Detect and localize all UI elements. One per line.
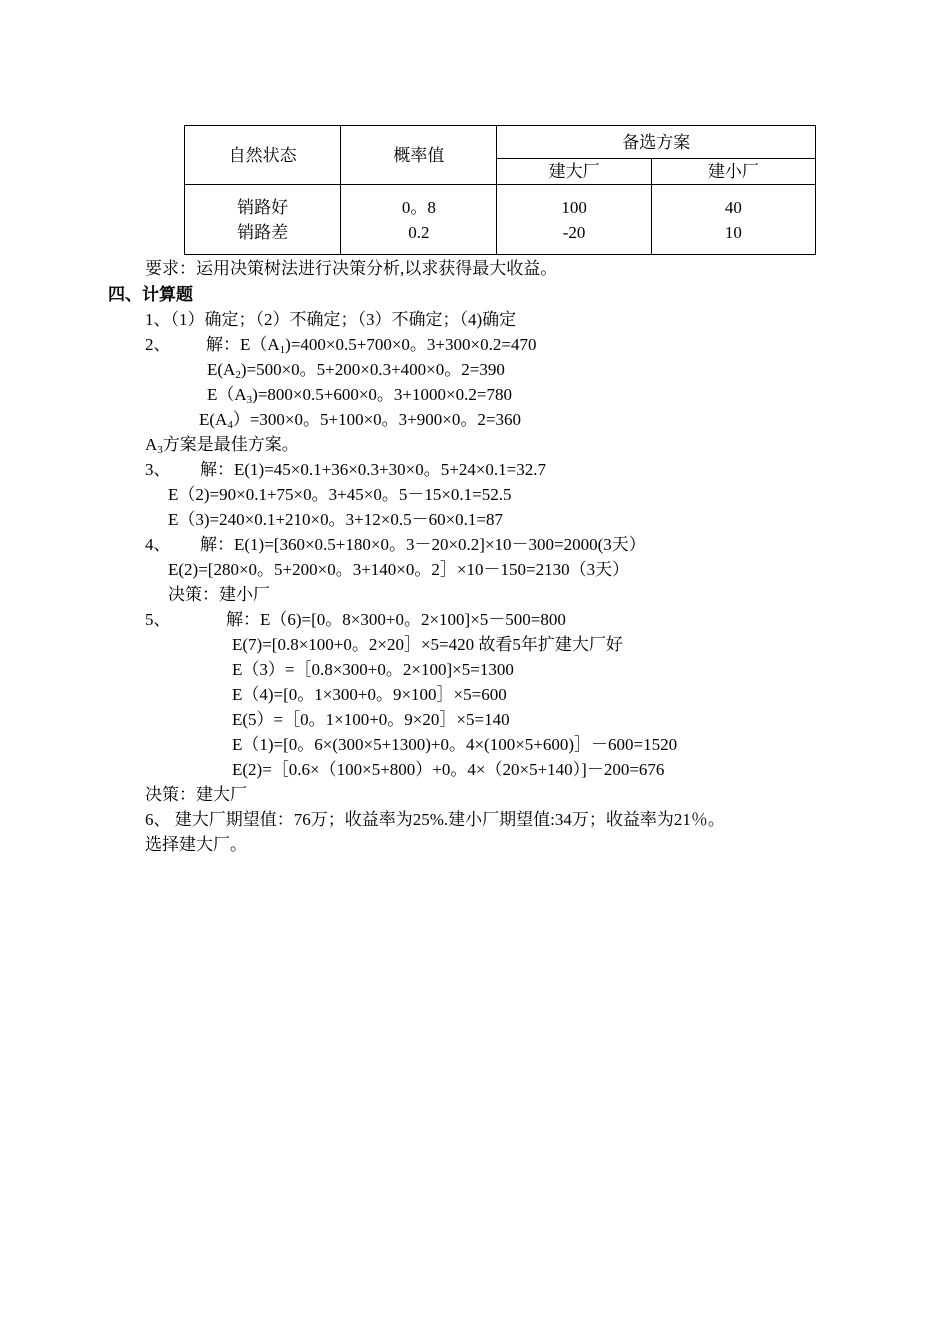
q4-line-1: 解：E(1)=[360×0.5+180×0。3－20×0.2]×10－300=2000(3天） [200, 535, 646, 554]
header-state: 自然状态 [185, 126, 341, 185]
q6-line-2: 选择建大厂。 [145, 835, 247, 854]
cell-big [497, 185, 651, 255]
header-big-factory: 建大厂 [497, 159, 651, 185]
q5-line-1: 解：E（6)=[0。8×300+0。2×100]×5－500=800 [226, 610, 566, 629]
q6-line-1: 6、 建大厂期望值：76万；收益率为25%.建小厂期望值:34万；收益率为21％。 [145, 810, 725, 829]
small-bad: 10 [724, 222, 742, 242]
q3-number: 3、 [145, 460, 171, 479]
q2-line-4: $E(A_4)=300\times 0$。5+100×0。3+900×0。2=360 [199, 410, 521, 431]
q2-line-1: 解：$E(A_1)=400\times 0.5+700\times 0$。3+300×0.2=470 [206, 335, 537, 356]
q2-conclusion: $A_3$方案是最佳方案。 [145, 435, 299, 456]
prob-good: 0。8 [401, 197, 436, 217]
header-small-factory: 建小厂 [651, 159, 815, 185]
q4-line-2: E(2)=[280×0。5+200×0。3+140×0。2］×10－150=2130（3天） [168, 560, 630, 579]
q5-decision: 决策：建大厂 [145, 785, 247, 804]
q1-line: 1、（1）确定；（2）不确定；（3）不确定；（4)确定 [145, 310, 517, 329]
cell-states [185, 185, 341, 255]
q5-line-2: E(7)=[0.8×100+0。2×20］×5=420 故看5年扩建大厂好 [232, 635, 623, 654]
q3-line-1: 解：E(1)=45×0.1+36×0.3+30×0。5+24×0.1=32.7 [200, 460, 546, 479]
q2-line-3: $E(A_3)=800\times 0.5+600\times 0$。3+1000×0.2=780 [207, 385, 512, 406]
q3-line-3: E（3)=240×0.1+210×0。3+12×0.5－60×0.1=87 [168, 510, 503, 529]
q5-line-4: E（4)=[0。1×300+0。9×100］×5=600 [232, 685, 507, 704]
q5-line-3: E（3）=［0.8×300+0。2×100]×5=1300 [232, 660, 514, 679]
prob-bad: 0.2 [408, 222, 430, 242]
small-good: 40 [724, 197, 742, 217]
header-prob: 概率值 [341, 126, 497, 185]
q4-decision: 决策：建小厂 [168, 585, 270, 604]
cell-small [651, 185, 815, 255]
decision-table [184, 125, 816, 255]
big-bad: -20 [562, 222, 586, 242]
q2-number: 2、 [145, 335, 171, 354]
requirement-text: 要求：运用决策树法进行决策分析,以求获得最大收益。 [145, 259, 558, 278]
section-title: 四、计算题 [108, 285, 193, 304]
q5-line-5: E(5）=［0。1×100+0。9×20］×5=140 [232, 710, 510, 729]
q4-number: 4、 [145, 535, 171, 554]
state-good: 销路好 [237, 197, 289, 217]
q5-number: 5、 [145, 610, 171, 629]
big-good: 100 [561, 197, 587, 217]
header-options: 备选方案 [497, 126, 816, 159]
q2-line-2: $E(A_2)=500\times 0$。5+200×0.3+400×0。2=390 [207, 360, 505, 381]
q3-line-2: E（2)=90×0.1+75×0。3+45×0。5－15×0.1=52.5 [168, 485, 512, 504]
q5-line-7: E(2)=［0.6×（100×5+800）+0。4×（20×5+140）]－200=676 [232, 760, 665, 779]
state-bad: 销路差 [237, 222, 289, 242]
q5-line-6: E（1)=[0。6×(300×5+1300)+0。4×(100×5+600)］－600=1520 [232, 735, 678, 754]
cell-probs [341, 185, 497, 255]
